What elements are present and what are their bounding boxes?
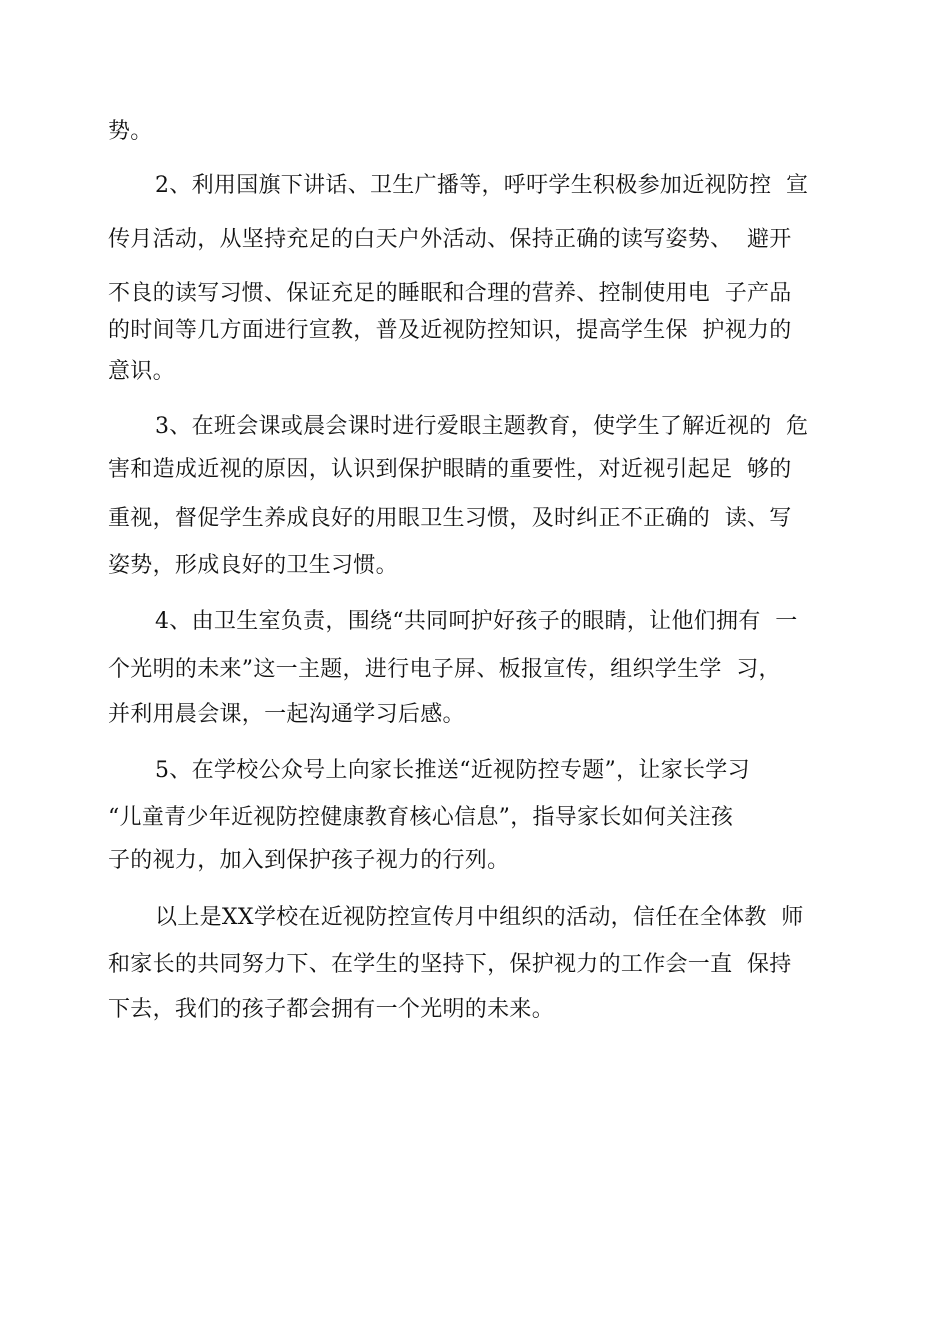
text-line: 2、利用国旗下讲话、卫生广播等，呼吁学生积极参加近视防控 宣 <box>155 173 809 198</box>
text-line: 和家长的共同努力下、在学生的坚持下，保护视力的工作会一直 保持 <box>108 952 792 977</box>
text-line: 4、由卫生室负责，围绕“共同呵护好孩子的眼睛，让他们拥有 一 <box>155 609 798 634</box>
text-line: “儿童青少年近视防控健康教育核心信息”，指导家长如何关注孩 <box>108 805 734 830</box>
text-line: 个光明的未来”这一主题，进行电子屏、板报宣传，组织学生学 习， <box>108 657 781 682</box>
text-line: 不良的读写习惯、保证充足的睡眠和合理的营养、控制使用电 子产品 <box>108 281 792 306</box>
text-line: 子的视力，加入到保护孩子视力的行列。 <box>108 848 510 873</box>
text-line: 传月活动，从坚持充足的白天户外活动、保持正确的读写姿势、 避开 <box>108 227 792 252</box>
text-line: 并利用晨会课，一起沟通学习后感。 <box>108 702 465 727</box>
text-line: 以上是XX学校在近视防控宣传月中组织的活动，信任在全体教 师 <box>155 905 804 930</box>
text-line: 的时间等几方面进行宣教，普及近视防控知识，提高学生保 护视力的 <box>108 318 792 343</box>
text-line: 意识。 <box>108 359 175 384</box>
text-line: 重视，督促学生养成良好的用眼卫生习惯，及时纠正不正确的 读、写 <box>108 506 792 531</box>
text-line: 害和造成近视的原因，认识到保护眼睛的重要性，对近视引起足 够的 <box>108 457 792 482</box>
text-line: 势。 <box>108 119 153 144</box>
text-line: 下去，我们的孩子都会拥有一个光明的未来。 <box>108 997 555 1022</box>
text-line: 姿势，形成良好的卫生习惯。 <box>108 553 398 578</box>
text-line: 3、在班会课或晨会课时进行爱眼主题教育，使学生了解近视的 危 <box>155 414 809 439</box>
text-line: 5、在学校公众号上向家长推送“近视防控专题”，让家长学习 <box>155 758 750 783</box>
